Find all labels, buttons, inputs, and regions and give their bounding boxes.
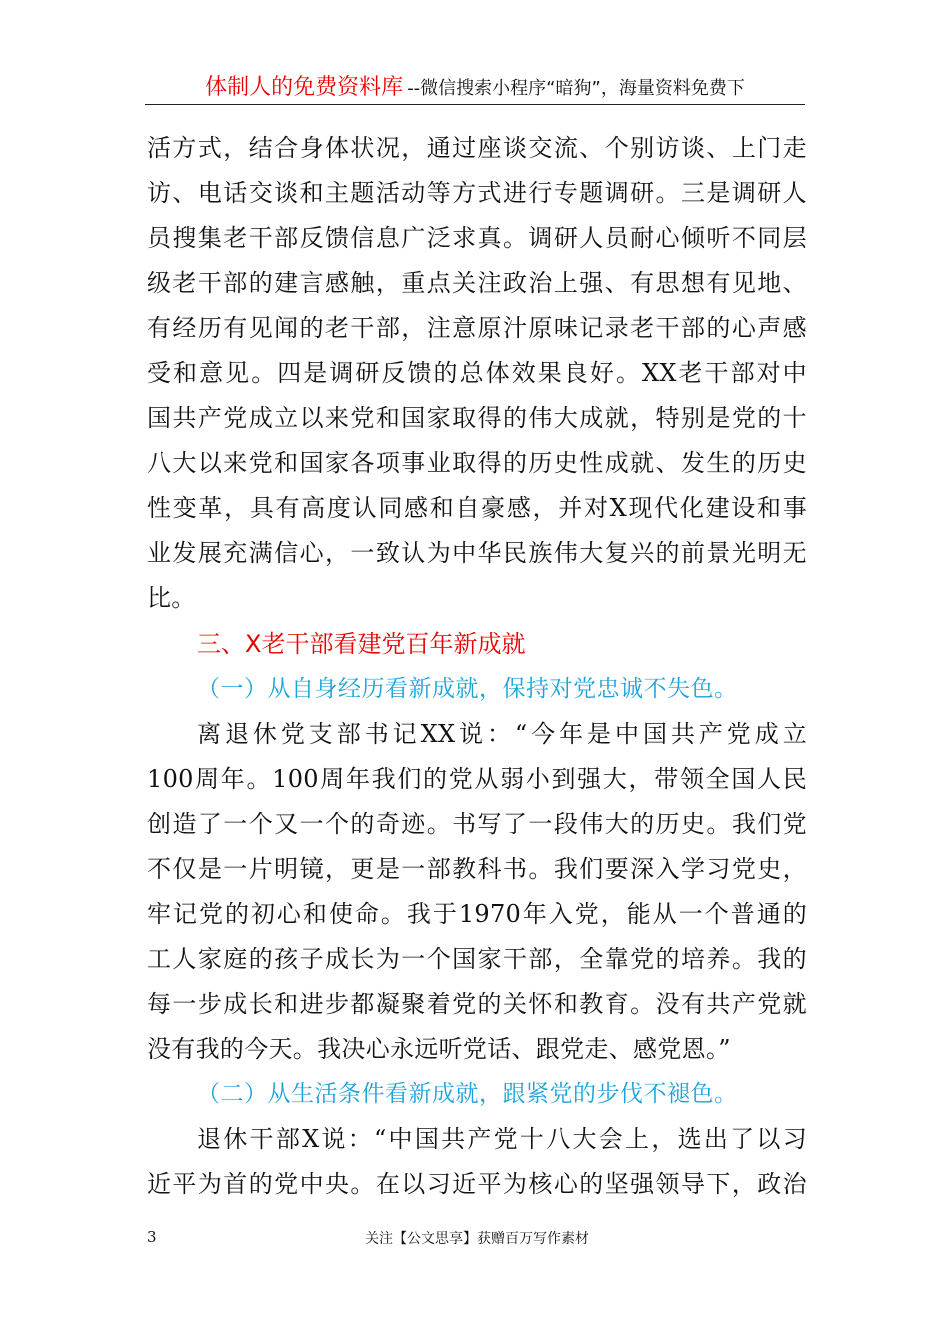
text-line: 每一步成长和进步都凝聚着党的关怀和教育。没有共产党就 bbox=[147, 990, 807, 1018]
text-line: 工人家庭的孩子成长为一个国家干部，全靠党的培养。我的 bbox=[147, 945, 807, 973]
page-number: 3 bbox=[147, 1228, 157, 1246]
subheading-2: （二）从生活条件看新成就，跟紧党的步伐不褪色。 bbox=[197, 1081, 738, 1107]
text-line: 有经历有见闻的老干部，注意原汁原味记录老干部的心声感 bbox=[147, 314, 807, 342]
page-footer bbox=[147, 1228, 807, 1252]
page-header bbox=[145, 70, 805, 105]
text-line: 近平为首的党中央。在以习近平为核心的坚强领导下，政治 bbox=[147, 1170, 807, 1198]
text-line: 级老干部的建言感触，重点关注政治上强、有思想有见地、 bbox=[147, 269, 807, 297]
text-line: 访、电话交谈和主题活动等方式进行专题调研。三是调研人 bbox=[147, 179, 807, 207]
text-line: 员搜集老干部反馈信息广泛求真。调研人员耐心倾听不同层 bbox=[147, 224, 807, 252]
text-line: 受和意见。四是调研反馈的总体效果良好。XX老干部对中 bbox=[147, 359, 807, 387]
paragraph-1 bbox=[147, 126, 807, 621]
text-line: 八大以来党和国家各项事业取得的历史性成就、发生的历史 bbox=[147, 449, 807, 477]
text-line: 没有我的今天。我决心永远听党话、跟党走、感党恩。” bbox=[147, 1035, 731, 1063]
text-line: 性变革，具有高度认同感和自豪感，并对X现代化建设和事 bbox=[147, 494, 807, 522]
header-title-red: 体制人的免费资料库 bbox=[205, 75, 404, 100]
subheading-1: （一）从自身经历看新成就，保持对党忠诚不失色。 bbox=[197, 676, 738, 702]
text-line: 100周年。100周年我们的党从弱小到强大，带领全国人民 bbox=[147, 765, 807, 793]
text-line: 创造了一个又一个的奇迹。书写了一段伟大的历史。我们党 bbox=[147, 810, 807, 838]
text-line: 业发展充满信心，一致认为中华民族伟大复兴的前景光明无 bbox=[147, 539, 807, 567]
text-line: 国共产党成立以来党和国家取得的伟大成就，特别是党的十 bbox=[147, 404, 807, 432]
text-line: 牢记党的初心和使命。我于1970年入党，能从一个普通的 bbox=[147, 900, 807, 928]
document-body bbox=[147, 126, 807, 1207]
text-line: 离退休党支部书记XX说：“今年是中国共产党成立 bbox=[197, 720, 807, 748]
text-line: 活方式，结合身体状况，通过座谈交流、个别访谈、上门走 bbox=[147, 134, 807, 162]
text-line: 退休干部X说：“中国共产党十八大会上，选出了以习 bbox=[197, 1125, 807, 1153]
paragraph-2 bbox=[147, 712, 807, 1072]
section-heading: 三、X老干部看建党百年新成就 bbox=[197, 630, 526, 658]
header-title-black: --微信搜索小程序“暗狗”，海量资料免费下 bbox=[407, 78, 745, 99]
paragraph-3 bbox=[147, 1117, 807, 1207]
text-line: 不仅是一片明镜，更是一部教科书。我们要深入学习党史， bbox=[147, 855, 807, 883]
footer-promo: 关注【公文思享】获赠百万写作素材 bbox=[365, 1231, 589, 1247]
text-line: 比。 bbox=[147, 584, 196, 612]
